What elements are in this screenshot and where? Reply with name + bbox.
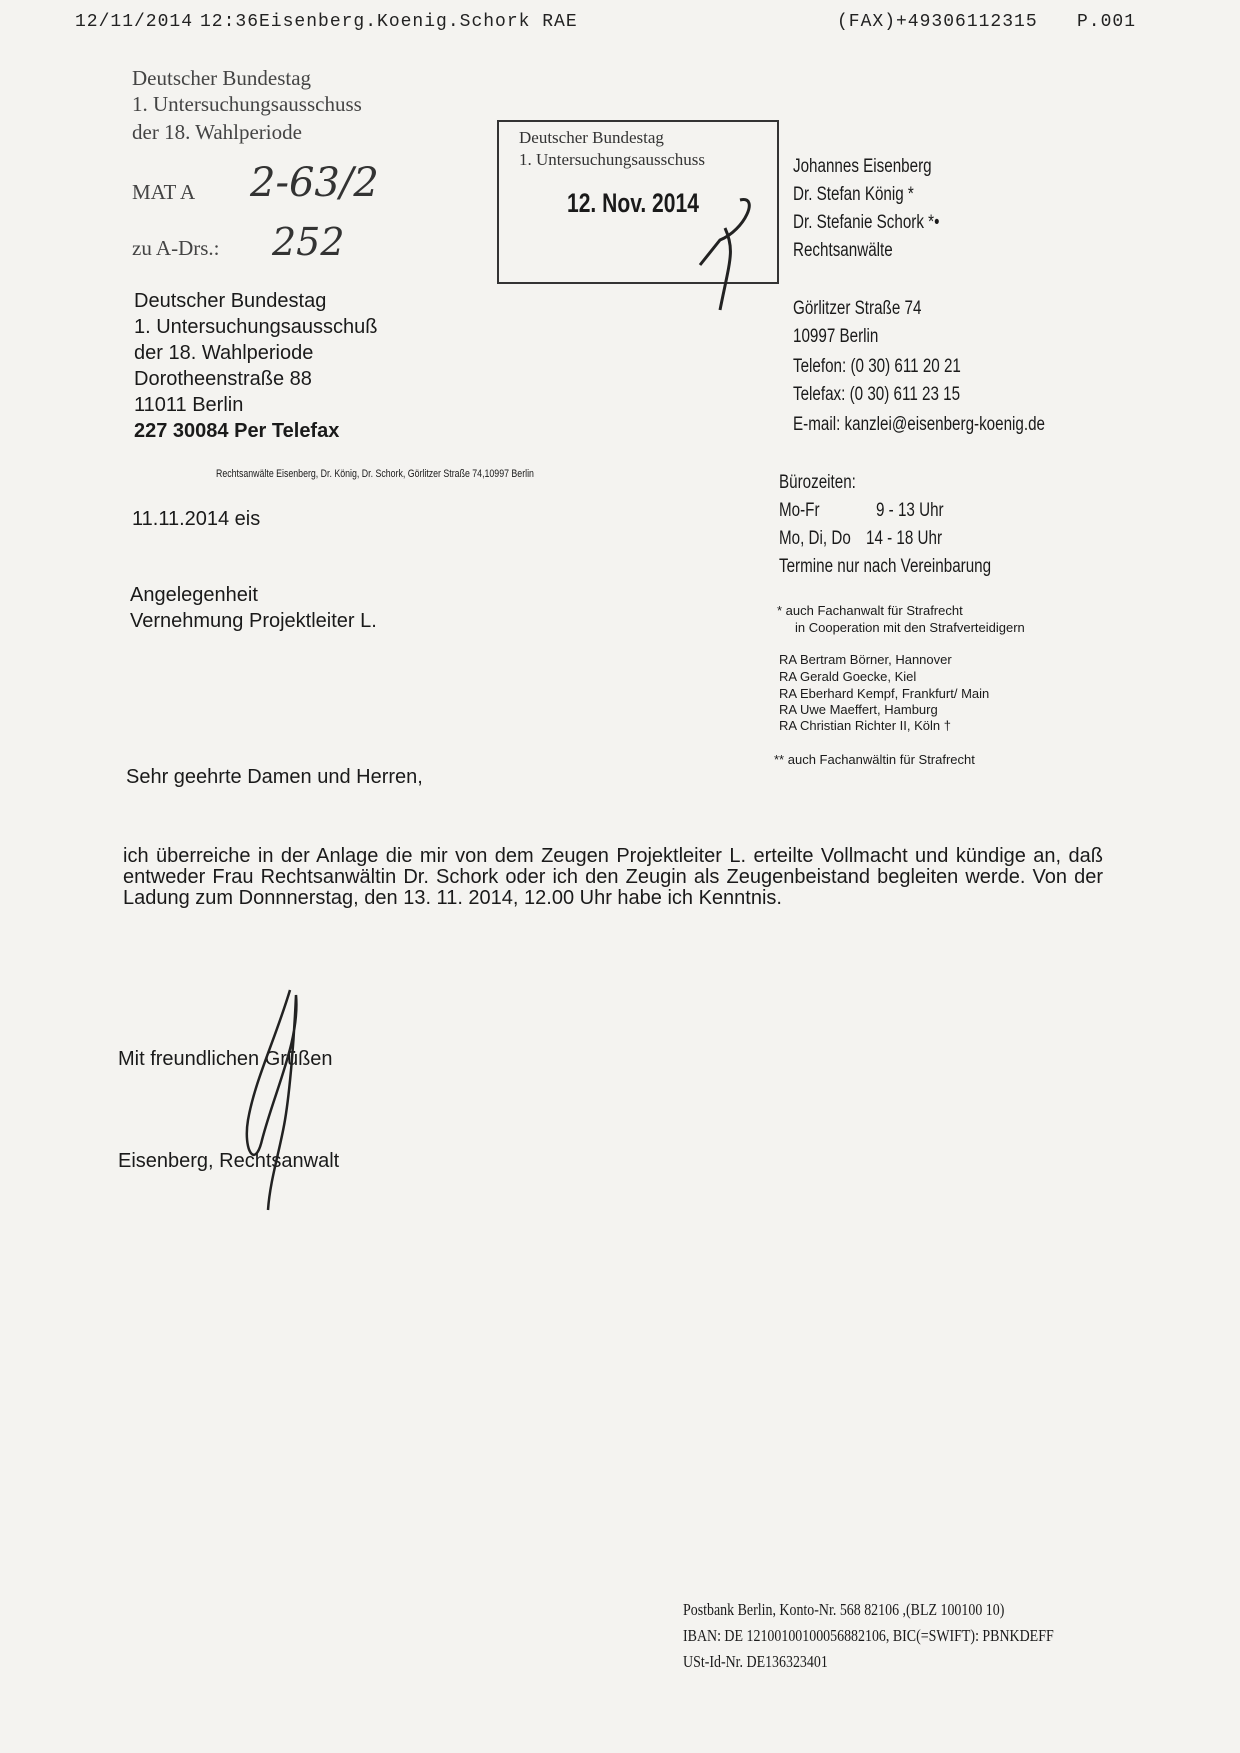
footnote-1: * auch Fachanwalt für Strafrecht bbox=[777, 603, 963, 618]
committee-line3: der 18. Wahlperiode bbox=[132, 120, 302, 144]
salutation: Sehr geehrte Damen und Herren, bbox=[126, 766, 423, 788]
letterhead-phone: Telefon: (0 30) 611 20 21 bbox=[793, 356, 961, 377]
recipient-line2: 1. Untersuchungsausschuß bbox=[134, 316, 378, 338]
date-line: 11.11.2014 eis bbox=[132, 508, 261, 530]
received-stamp-line2: 1. Untersuchungsausschuss bbox=[519, 150, 706, 169]
office-hours-days-2: Mo, Di, Do bbox=[779, 528, 851, 549]
closing: Mit freundlichen Grüßen bbox=[118, 1048, 333, 1070]
stamp-initial-mark bbox=[700, 200, 749, 310]
office-hours-days-1: Mo-Fr bbox=[779, 500, 820, 521]
committee-line2: 1. Untersuchungsausschuss bbox=[132, 92, 362, 116]
lawyer-3: Dr. Stefanie Schork *• bbox=[793, 212, 940, 233]
recipient-line5: 11011 Berlin bbox=[134, 394, 244, 416]
fax-number: (FAX)+49306112315 bbox=[837, 12, 1038, 32]
office-hours-title: Bürozeiten: bbox=[779, 472, 856, 493]
body-paragraph: ich überreiche in der Anlage die mir von dem Zeugen Projektleiter L. erteilte Vollmacht und kündige an, daß entweder Frau Rechtsanwältin Dr. Schork oder ich den Zeugin als Zeugenbeistand begleiten werde. Von der Ladung zum Donnnerstag, den 13. 11. 2014, 12.00 Uhr habe ich Kenntnis. bbox=[123, 845, 1103, 909]
sender-return-line: Rechtsanwälte Eisenberg, Dr. König, Dr. Schork, Görlitzer Straße 74,10997 Berlin bbox=[216, 468, 534, 480]
bank-line2: IBAN: DE 12100100100056882106, BIC(=SWIFT): PBNKDEFF bbox=[683, 1626, 1054, 1645]
recipient-line4: Dorotheenstraße 88 bbox=[134, 368, 312, 390]
lawyer-1: Johannes Eisenberg bbox=[793, 156, 932, 177]
coop-5: RA Christian Richter II, Köln † bbox=[779, 718, 951, 733]
footnote-2: ** auch Fachanwältin für Strafrecht bbox=[774, 752, 975, 767]
signature-name: Eisenberg, Rechtsanwalt bbox=[118, 1150, 340, 1172]
recipient-line1: Deutscher Bundestag bbox=[134, 290, 327, 312]
office-hours-time-2: 14 - 18 Uhr bbox=[866, 528, 943, 549]
appointments-note: Termine nur nach Vereinbarung bbox=[779, 556, 992, 577]
lawyers-title: Rechtsanwälte bbox=[793, 240, 893, 261]
letterhead-city: 10997 Berlin bbox=[793, 326, 879, 347]
mat-label: MAT A bbox=[132, 180, 196, 204]
lawyer-2: Dr. Stefan König * bbox=[793, 184, 914, 205]
drs-value: 252 bbox=[272, 220, 345, 264]
signature-mark bbox=[247, 990, 297, 1210]
coop-4: RA Uwe Maeffert, Hamburg bbox=[779, 702, 938, 717]
fax-page: P.001 bbox=[1077, 12, 1137, 32]
office-hours-time-1: 9 - 13 Uhr bbox=[876, 500, 944, 521]
letterhead-email: E-mail: kanzlei@eisenberg-koenig.de bbox=[793, 414, 1046, 435]
fax-time-sender: 12:36Eisenberg.Koenig.Schork RAE bbox=[200, 12, 578, 32]
letterhead-fax: Telefax: (0 30) 611 23 15 bbox=[793, 384, 961, 405]
recipient-line3: der 18. Wahlperiode bbox=[134, 342, 314, 364]
bank-line3: USt-Id-Nr. DE136323401 bbox=[683, 1652, 828, 1671]
subject-line2: Vernehmung Projektleiter L. bbox=[130, 610, 377, 632]
letterhead-street: Görlitzer Straße 74 bbox=[793, 298, 922, 319]
coop-2: RA Gerald Goecke, Kiel bbox=[779, 669, 917, 684]
drs-label: zu A-Drs.: bbox=[132, 236, 220, 260]
coop-1: RA Bertram Börner, Hannover bbox=[779, 652, 952, 667]
footnote-1b: in Cooperation mit den Strafverteidigern bbox=[795, 620, 1025, 635]
recipient-fax: 227 30084 Per Telefax bbox=[134, 420, 340, 442]
subject-line1: Angelegenheit bbox=[130, 584, 258, 606]
coop-3: RA Eberhard Kempf, Frankfurt/ Main bbox=[779, 686, 990, 701]
received-stamp-date: 12. Nov. 2014 bbox=[567, 188, 699, 218]
received-stamp-line1: Deutscher Bundestag bbox=[519, 128, 664, 147]
committee-line1: Deutscher Bundestag bbox=[132, 66, 312, 90]
mat-value: 2-63/2 bbox=[250, 160, 379, 206]
fax-date: 12/11/2014 bbox=[75, 12, 194, 32]
bank-line1: Postbank Berlin, Konto-Nr. 568 82106 ,(BLZ 100100 10) bbox=[683, 1600, 1005, 1619]
